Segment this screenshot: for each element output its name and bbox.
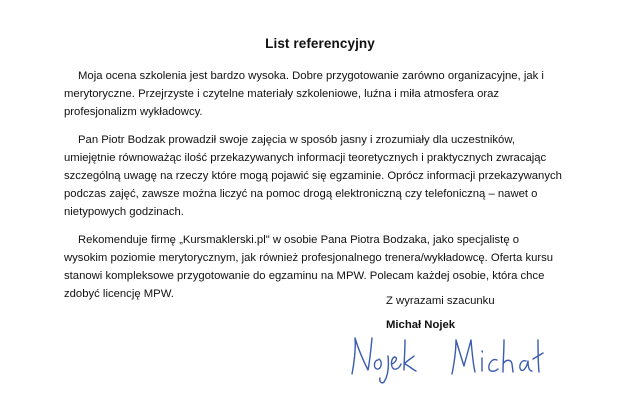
paragraph-2-line-1: Pan Piotr Bodzak prowadził swoje zajęcia w sposób jasny i zrozumiały dla uczestników, bbox=[78, 134, 516, 146]
closing-greeting: Z wyrazami szacunku bbox=[386, 295, 495, 307]
paragraph-2-line-4: podczas zajęć, zawsze można liczyć na pomoc drogą elektroniczną czy telefoniczną – nawet o bbox=[64, 188, 538, 200]
letter-title: List referencyjny bbox=[265, 36, 375, 51]
handwritten-signature bbox=[342, 326, 592, 386]
paragraph-2-line-2: umiejętnie równoważąc ilość przekazywanych informacji teoretycznych i praktycznych zwracając bbox=[64, 152, 547, 164]
paragraph-2-line-5: nietypowych godzinach. bbox=[64, 206, 184, 218]
paragraph-3-line-4: zdobyć licencję MPW. bbox=[64, 288, 174, 300]
paragraph-1-line-3: profesjonalizm wykładowcy. bbox=[64, 106, 203, 118]
paragraph-1-line-1: Moja ocena szkolenia jest bardzo wysoka. Dobre przygotowanie zarówno organizacyjne, jak i bbox=[78, 70, 544, 82]
paragraph-2-line-3: szczególną uwagę na rzeczy które mogą pojawić się egzaminie. Oprócz informacji przekazywanych bbox=[64, 170, 562, 182]
paragraph-3-line-1: Rekomenduje firmę „Kursmaklerski.pl" w osobie Pana Piotra Bodzaka, jako specjalistę o bbox=[78, 234, 520, 246]
paragraph-3-line-2: wysokim poziomie merytorycznym, jak również profesjonalnego trenera/wykładowcę. Oferta kursu bbox=[64, 252, 554, 264]
paragraph-3-line-3: stanowi kompleksowe przygotowanie do egzaminu na MPW. Polecam każdej osobie, która chce bbox=[64, 270, 545, 282]
paragraph-1-line-2: merytoryczne. Przejrzyste i czytelne materiały szkoleniowe, luźna i miła atmosfera oraz bbox=[64, 88, 500, 100]
signer-name: Michał Nojek bbox=[386, 319, 456, 331]
